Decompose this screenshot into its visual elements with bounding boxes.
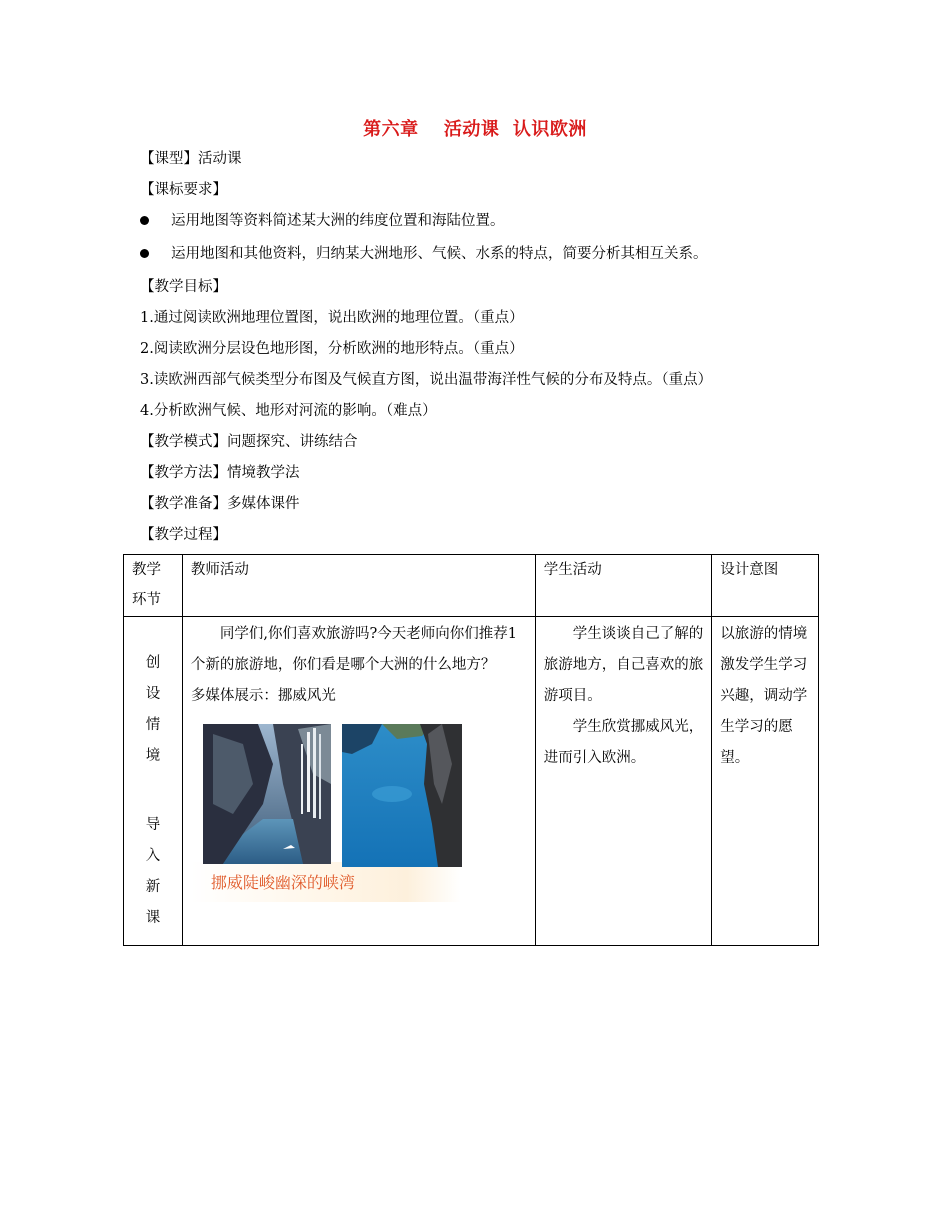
intent-paragraph: 以旅游的情境激发学生学习兴趣，调动学生学习的愿望。 — [720, 626, 808, 766]
goal-item: 2.阅读欧洲分层设色地形图，分析欧洲的地形特点。（重点） — [140, 341, 524, 357]
stage-char: 课 — [145, 910, 161, 926]
standard-item — [140, 244, 708, 264]
teaching-mode: 【教学模式】问题探究、讲练结合 — [140, 434, 358, 450]
header-stage-line2: 环节 — [132, 592, 161, 608]
student-cell — [535, 617, 712, 946]
stage-char: 入 — [145, 848, 161, 864]
lesson-type: 【课型】活动课 — [140, 151, 242, 167]
stage-char: 新 — [145, 879, 161, 895]
stage-cell — [124, 617, 183, 946]
teacher-show: 多媒体展示：挪威风光 — [190, 688, 336, 704]
student-paragraph: 学生欣赏挪威风光，进而引入欧洲。 — [543, 719, 704, 766]
table-row — [124, 617, 819, 946]
process-heading: 【教学过程】 — [140, 527, 227, 543]
table-header-row — [124, 555, 819, 617]
intent-cell — [712, 617, 819, 946]
goal-item: 4.分析欧洲气候、地形对河流的影响。（难点） — [140, 403, 437, 419]
photo-caption: 挪威陡峻幽深的峡湾 — [210, 873, 355, 892]
student-paragraph: 学生谈谈自己了解的旅游地方，自己喜欢的旅游项目。 — [543, 626, 704, 704]
stage-gap — [124, 772, 182, 810]
stage-char: 情 — [145, 717, 161, 733]
bullet-icon — [140, 249, 149, 258]
fjord-waterfall-photo — [203, 724, 331, 864]
teacher-paragraph: 同学们,你们喜欢旅游吗?今天老师向你们推荐1个新的旅游地，你们看是哪个大洲的什么地方？ — [190, 626, 517, 673]
stage-char: 导 — [145, 817, 161, 833]
process-table — [123, 554, 819, 946]
header-student: 学生活动 — [535, 555, 712, 617]
stage-char: 境 — [145, 748, 161, 764]
fjord-blue-photo — [342, 724, 462, 867]
header-intent: 设计意图 — [712, 555, 819, 617]
standard-item — [140, 211, 505, 231]
standard-heading: 【课标要求】 — [140, 182, 227, 198]
page-title: 第六章 活动课 认识欧洲 — [363, 119, 587, 140]
stage-char: 创 — [145, 655, 161, 671]
standard-item-text: 运用地图和其他资料，归纳某大洲地形、气候、水系的特点，简要分析其相互关系。 — [171, 246, 708, 262]
norway-photos — [183, 724, 535, 914]
teacher-cell — [182, 617, 535, 946]
goal-item: 3.读欧洲西部气候类型分布图及气候直方图，说出温带海洋性气候的分布及特点。（重点） — [140, 372, 713, 388]
header-teacher: 教师活动 — [182, 555, 535, 617]
header-stage — [124, 555, 183, 617]
standard-item-text: 运用地图等资料简述某大洲的纬度位置和海陆位置。 — [171, 213, 505, 229]
header-stage-line1: 教学 — [132, 562, 161, 578]
stage-char: 设 — [145, 686, 161, 702]
bullet-icon — [140, 216, 149, 225]
teaching-method: 【教学方法】情境教学法 — [140, 465, 300, 481]
teaching-prep: 【教学准备】多媒体课件 — [140, 496, 300, 512]
goal-item: 1.通过阅读欧洲地理位置图，说出欧洲的地理位置。（重点） — [140, 310, 524, 326]
goals-heading: 【教学目标】 — [140, 279, 227, 295]
